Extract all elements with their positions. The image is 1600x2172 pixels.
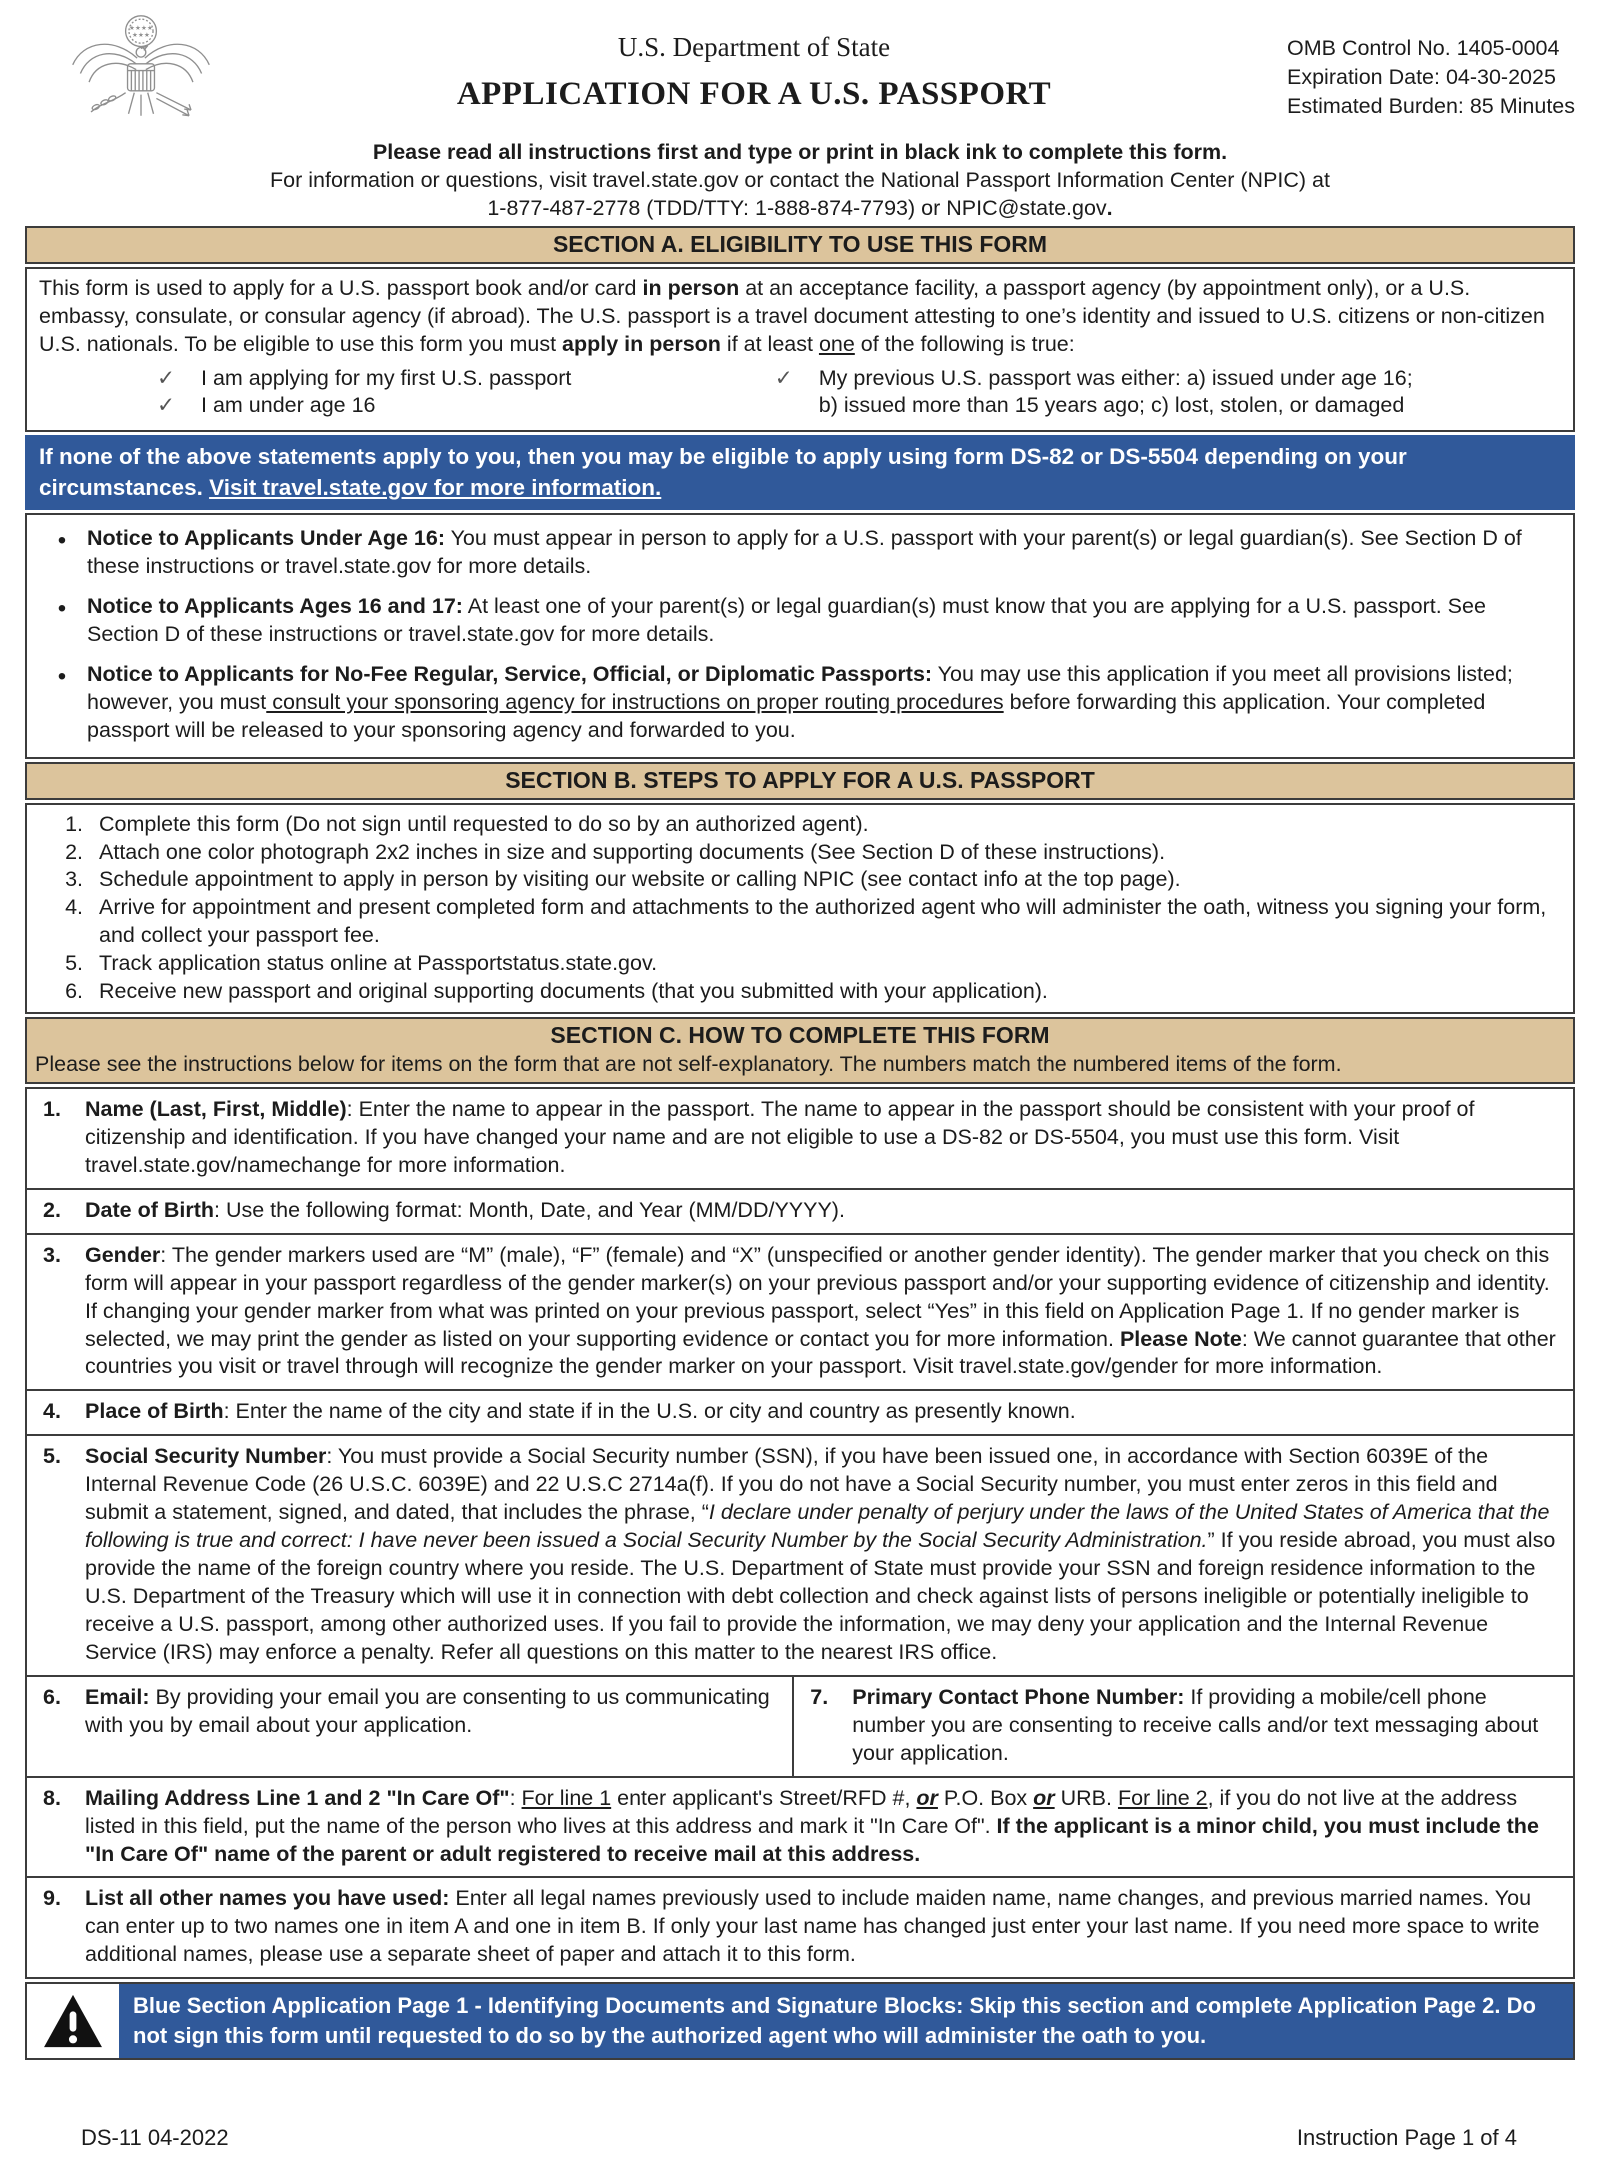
section-c-subtitle: Please see the instructions below for items on the form that are not self-explanatory. The numbers match the numbered items of the form. xyxy=(35,1052,1342,1077)
intro-block xyxy=(25,139,1575,223)
steps-box xyxy=(25,803,1575,1015)
item-number: 8. xyxy=(43,1785,61,1810)
phone-instruction-cell xyxy=(792,1677,1573,1776)
svg-text:★★★★: ★★★★ xyxy=(128,25,154,33)
step-number: 5. xyxy=(65,951,83,976)
step-item xyxy=(37,894,1563,950)
bullet-icon: • xyxy=(57,527,67,555)
page-header xyxy=(25,10,1575,135)
omb-estimated-burden: Estimated Burden: 85 Minutes xyxy=(1287,94,1576,119)
section-c-header xyxy=(25,1017,1575,1084)
item-number: 5. xyxy=(43,1444,61,1469)
section-c-title: SECTION C. HOW TO COMPLETE THIS FORM xyxy=(550,1022,1050,1049)
check-icon: ✓ xyxy=(774,365,793,390)
step-text: Complete this form (Do not sign until requested to do so by an authorized agent). xyxy=(99,811,869,836)
footer-form-number: DS-11 04-2022 xyxy=(81,2124,229,2150)
instruction-row-name xyxy=(27,1089,1573,1188)
instruction-items-table xyxy=(25,1087,1575,1979)
omb-block xyxy=(1287,10,1575,121)
item-number: 6. xyxy=(43,1684,61,1709)
intro-contact-line: For information or questions, visit travel.state.gov or contact the National Passport Information Center (NPIC) at xyxy=(270,167,1330,192)
item-number: 3. xyxy=(43,1242,61,1267)
checklist-item-label xyxy=(819,365,1413,421)
step-number: 1. xyxy=(65,811,83,836)
item-number: 9. xyxy=(43,1886,61,1911)
item-text: Email: By providing your email you are consenting to us communicating with you by email about your application. xyxy=(85,1684,770,1737)
step-number: 6. xyxy=(65,979,83,1004)
item-text: Gender: The gender markers used are “M” (male), “F” (female) and “X” (unspecified or another gender identity). The gender marker that you check on this form will appear in your passport regardless of the gender marker(s) on your previous passport and/or your supporting evidence of citizenship and identity. If changing your gender marker from what was printed on your previous passport, select “Yes” in this field on Application Page 1. If no gender marker is selected, we may print the gender as listed on your supporting evidence or contact you for more information. Please Note: We cannot guarantee that other countries you visit or travel through will recognize the gender marker on your passport. Visit travel.state.gov/gender for more information. xyxy=(85,1242,1556,1379)
step-item xyxy=(37,866,1563,894)
step-text: Arrive for appointment and present completed form and attachments to the authorized agent who will administer the oath, witness you signing your form, and collect your passport fee. xyxy=(99,895,1547,948)
checklist-item xyxy=(157,392,775,420)
great-seal-icon xyxy=(61,10,221,135)
instruction-row-place-of-birth xyxy=(27,1389,1573,1434)
item-text: Social Security Number: You must provide a Social Security number (SSN), if you have been issued one, in accordance with Section 6039E of the Internal Revenue Code (26 U.S.C. 6039E) and 22 U.S.C 2714a(f). If you do not have a Social Security number, you must enter zeros in this field and submit a statement, signed, and dated, that includes the phrase, “I declare under penalty of perjury under the laws of the United States of America that the following is true and correct: I have never been issued a Social Security Number by the Social Security Administration.” If you reside abroad, you must also provide the name of the foreign country where you reside. The U.S. Department of State must provide your SSN and foreign residence information to the U.S. Department of the Treasury which will use it in connection with debt collection and check against lists of persons ineligible or potentially ineligible to receive a U.S. passport, among other authorized uses. If you fail to provide the information, we may deny your application and the Internal Revenue Service (IRS) may enforce a penalty. Refer all questions on this matter to the nearest IRS office. xyxy=(85,1444,1556,1664)
warning-icon-cell xyxy=(27,1984,119,2057)
step-text: Schedule appointment to apply in person by visiting our website or calling NPIC (see contact info at the top page). xyxy=(99,867,1181,892)
checklist-left-column xyxy=(157,365,775,421)
notice-item xyxy=(33,653,1567,749)
intro-phone-line: 1-877-487-2778 (TDD/TTY: 1-888-874-7793) or NPIC@state.gov. xyxy=(487,195,1113,220)
notice-item xyxy=(33,585,1567,653)
notices-box xyxy=(25,513,1575,759)
bullet-icon: • xyxy=(57,662,67,690)
check-icon: ✓ xyxy=(157,393,176,418)
step-text: Attach one color photograph 2x2 inches in size and supporting documents (See Section D of these instructions). xyxy=(99,839,1166,864)
bullet-icon: • xyxy=(57,595,67,623)
checklist-item xyxy=(157,365,775,393)
ds82-eligibility-banner: If none of the above statements apply to you, then you may be eligible to apply using form DS-82 or DS-5504 depending on your circumstances. Visit travel.state.gov for more information. xyxy=(25,435,1575,510)
step-text: Receive new passport and original supporting documents (that you submitted with your application). xyxy=(99,979,1048,1004)
step-number: 4. xyxy=(65,895,83,920)
check-icon: ✓ xyxy=(157,365,176,390)
eligibility-checklist xyxy=(39,359,1561,423)
checklist-item-label: I am applying for my first U.S. passport xyxy=(201,365,572,390)
checklist-line-1: My previous U.S. passport was either: a) issued under age 16; xyxy=(818,365,1413,390)
form-title: APPLICATION FOR A U.S. PASSPORT xyxy=(456,76,1052,113)
step-item xyxy=(37,811,1563,839)
warning-triangle-icon xyxy=(42,1993,104,2049)
item-text: Name (Last, First, Middle): Enter the name to appear in the passport. The name to appear in the passport should be consistent with your proof of citizenship and identification. If you have changed your name and are not eligible to use a DS-82 or DS-5504, you must use this form. Visit travel.state.gov/namechange for more information. xyxy=(85,1096,1475,1177)
item-number: 4. xyxy=(43,1399,61,1424)
instruction-row-gender xyxy=(27,1233,1573,1390)
title-block xyxy=(221,10,1287,116)
blue-section-warning-banner: Blue Section Application Page 1 - Identifying Documents and Signature Blocks: Skip this section and complete Application Page 2. Do not sign this form until requested to do so by the authorized agent who will administer the oath to you. xyxy=(119,1984,1573,2057)
step-number: 3. xyxy=(65,867,83,892)
intro-instruction-line: Please read all instructions first and type or print in black ink to complete this form. xyxy=(372,140,1228,164)
svg-text:★★★: ★★★ xyxy=(131,31,151,39)
eligibility-box xyxy=(25,267,1575,433)
checklist-item-label: I am under age 16 xyxy=(201,393,376,418)
item-number: 1. xyxy=(43,1096,61,1121)
notice-text: Notice to Applicants Ages 16 and 17: At least one of your parent(s) or legal guardian(s) must know that you are applying for a U.S. passport. See Section D of these instructions or travel.state.gov for more details. xyxy=(87,594,1486,646)
checklist-line-2: b) issued more than 15 years ago; c) lost, stolen, or damaged xyxy=(818,393,1405,418)
item-text: Mailing Address Line 1 and 2 "In Care Of": For line 1 enter applicant's Street/RFD #, or P.O. Box or URB. For line 2, if you do not live at the address listed in this field, put the name of the person who lives at this address and mark it "In Care Of". If the applicant is a minor child, you must include the "In Care Of" name of the parent or adult registered to receive mail at this address. xyxy=(85,1785,1539,1866)
item-text: Primary Contact Phone Number: If providing a mobile/cell phone number you are consenting to receive calls and/or text messaging about your application. xyxy=(852,1684,1539,1765)
email-instruction-cell xyxy=(27,1677,792,1776)
checklist-right-column xyxy=(775,365,1413,421)
instruction-row-other-names xyxy=(27,1876,1573,1977)
instruction-row-mailing-address xyxy=(27,1776,1573,1877)
notice-text: Notice to Applicants for No-Fee Regular, Service, Official, or Diplomatic Passports: You may use this application if you meet all provisions listed; however, you must consult your sponsoring agency for instructions on proper routing procedures before forwarding this application. Your completed passport will be released to your sponsoring agency and forwarded to you. xyxy=(87,661,1513,742)
step-item xyxy=(37,978,1563,1006)
footer-page-number: Instruction Page 1 of 4 xyxy=(1296,2124,1517,2150)
item-text: List all other names you have used: Enter all legal names previously used to include maiden name, name changes, and previous married names. You can enter up to two names one in item A and one in item B. If only your last name has changed just enter your last name. If you need more space to write additional names, please use a separate sheet of paper and attach it to this form. xyxy=(85,1886,1540,1967)
omb-control-number: OMB Control No. 1405-0004 xyxy=(1287,36,1560,60)
item-text: Place of Birth: Enter the name of the city and state if in the U.S. or city and country as presently known. xyxy=(85,1399,1076,1424)
omb-expiration-date: Expiration Date: 04-30-2025 xyxy=(1287,65,1556,90)
item-number: 7. xyxy=(810,1684,829,1709)
item-text: Date of Birth: Use the following format: Month, Date, and Year (MM/DD/YYYY). xyxy=(85,1197,845,1222)
step-item xyxy=(37,950,1563,978)
step-text: Track application status online at Passportstatus.state.gov. xyxy=(99,951,658,976)
notice-text: Notice to Applicants Under Age 16: You must appear in person to apply for a U.S. passport with your parent(s) or legal guardian(s). See Section D of these instructions or travel.state.gov for more details. xyxy=(87,526,1522,579)
step-number: 2. xyxy=(65,839,83,864)
notice-item xyxy=(33,517,1567,585)
instruction-row-email-phone xyxy=(27,1675,1573,1776)
department-title: U.S. Department of State xyxy=(617,32,891,62)
item-number: 2. xyxy=(43,1197,61,1222)
checklist-item xyxy=(775,365,1413,421)
eligibility-intro: This form is used to apply for a U.S. passport book and/or card in person at an acceptance facility, a passport agency (by appointment only), or a U.S. embassy, consulate, or consular agency (if abroad). The U.S. passport is a travel document attesting to one’s identity and issued to U.S. citizens or non-citizen U.S. nationals. To be eligible to use this form you must apply in person if at least one of the following is true: xyxy=(39,275,1545,356)
section-b-header: SECTION B. STEPS TO APPLY FOR A U.S. PASSPORT xyxy=(25,762,1575,800)
blue-section-warning-row xyxy=(25,1982,1575,2059)
instruction-row-date-of-birth xyxy=(27,1188,1573,1233)
instruction-row-ssn xyxy=(27,1434,1573,1675)
section-a-header: SECTION A. ELIGIBILITY TO USE THIS FORM xyxy=(25,226,1575,264)
page-footer xyxy=(25,2124,1575,2153)
step-item xyxy=(37,839,1563,867)
